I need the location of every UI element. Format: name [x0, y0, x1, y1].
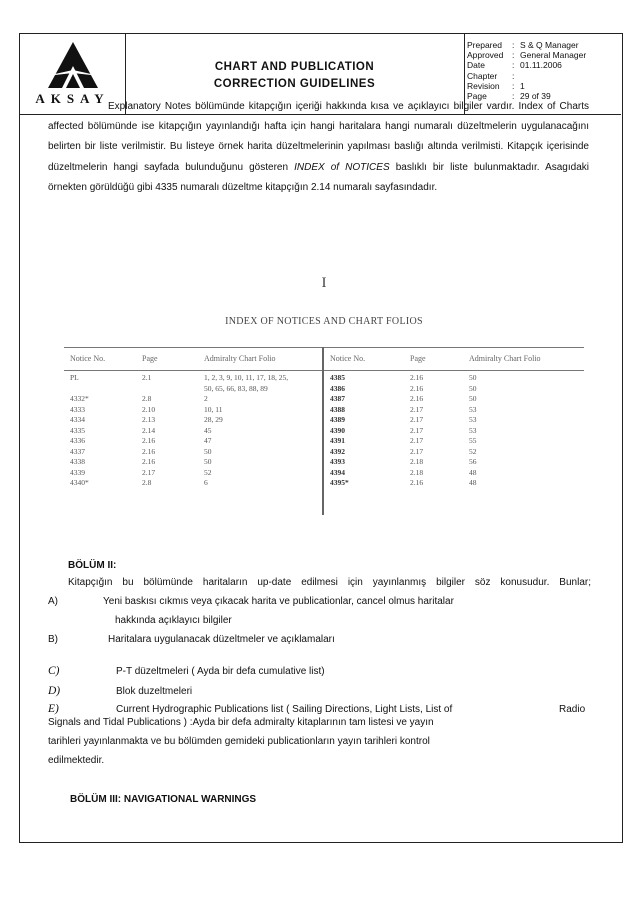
figure-table-cell: 6: [204, 478, 208, 487]
figure-table-row: [64, 394, 584, 405]
figure-table-cell: 2.18: [410, 457, 424, 466]
figure-table-cell: 2.16: [142, 457, 156, 466]
figure-table-cell: 4395*: [330, 478, 349, 487]
meta-label: Chapter: [467, 70, 498, 81]
figure-table-cell: 2: [204, 394, 208, 403]
figure-table-row: [64, 405, 584, 416]
meta-sep: :: [512, 91, 515, 102]
figure-table-cell: 4393: [330, 457, 345, 466]
figure-table-cell: PL: [70, 373, 79, 382]
meta-label: Revision: [467, 80, 500, 91]
meta-sep: :: [512, 80, 515, 91]
figure-table-cell: 2.17: [410, 425, 424, 435]
figure-table-row: [64, 415, 584, 426]
figure-table-cell: 50: [469, 394, 477, 403]
figure-table-row: [64, 457, 584, 468]
figure-table-cell: 52: [469, 446, 477, 456]
figure-table-cell: 50: [204, 457, 212, 466]
figure-table-row: [64, 447, 584, 458]
meta-label: Approved: [467, 50, 504, 61]
paragraph-text: baslıklı bir liste bulunmaktadır. Asagıdaki örnekten görüldüğü gibi 4335 numaralı düzeltme kitapçığın 2.14 numaralı sayfasındadır.: [48, 161, 589, 193]
figure-table-cell: 2.16: [142, 446, 156, 456]
figure-table-cell: 4394: [330, 467, 345, 477]
meta-label: Page: [467, 91, 487, 102]
meta-sep: :: [512, 50, 515, 61]
figure-table-cell: 4332*: [70, 394, 89, 403]
doc-title-line1: CHART AND PUBLICATION: [214, 61, 375, 73]
figure-table-cell: 48: [469, 467, 477, 477]
figure-table-cell: 2.17: [142, 467, 156, 477]
item-d-text: Blok duzeltmeleri: [116, 686, 193, 697]
item-c-text: P-T düzeltmeleri ( Ayda bir defa cumulative list): [116, 666, 325, 677]
section2-title: BÖLÜM II:: [68, 560, 117, 571]
meta-row-approved: [467, 50, 619, 60]
meta-row-chapter: [467, 71, 619, 81]
figure-table-cell: 2.16: [410, 373, 424, 382]
figure-table-cell: 4389: [330, 415, 345, 424]
item-e-text-line2: Signals and Tidal Publications ) :Ayda bir defa admiralty kitaplarının tam listesi ve yayın: [48, 717, 434, 728]
header-cell: Page: [410, 354, 426, 363]
figure-table-cell: 2.18: [410, 467, 424, 477]
meta-row-prepared: [467, 40, 619, 50]
meta-sep: :: [512, 40, 515, 50]
figure-table-cell: 50: [469, 373, 477, 382]
figure-roman-numeral: I: [321, 275, 327, 291]
figure-table-cell: 4388: [330, 404, 345, 414]
figure-table-row: [64, 384, 584, 395]
figure-table-cell: 1, 2, 3, 9, 10, 11, 17, 18, 25,: [204, 373, 289, 382]
figure-table-row: [64, 478, 584, 489]
figure-table-cell: 47: [204, 436, 212, 445]
aksay-logo-icon: [44, 40, 102, 90]
figure-table-cell: 2.16: [142, 436, 156, 445]
figure-table-cell: 4385: [330, 373, 345, 382]
logo-text: AKSAY: [35, 91, 110, 106]
figure-table-row: [64, 468, 584, 479]
figure-title: INDEX OF NOTICES AND CHART FOLIOS: [225, 316, 423, 327]
meta-label: Prepared: [467, 40, 502, 50]
doc-title-line2: CORRECTION GUIDELINES: [213, 78, 376, 90]
meta-sep: :: [512, 70, 515, 81]
figure-table-cell: 2.17: [410, 446, 424, 456]
figure-table-cell: 2.17: [410, 404, 424, 414]
figure-table-cell: 4386: [330, 383, 345, 393]
figure-table-cell: 4390: [330, 425, 345, 435]
meta-value: 1: [520, 80, 525, 91]
figure-table-cell: 50: [204, 446, 212, 456]
meta-row-revision: [467, 81, 619, 91]
figure-table-cell: 53: [469, 404, 477, 414]
figure-table-cell: 4336: [70, 436, 85, 445]
figure-table-cell: 4339: [70, 467, 85, 477]
index-of-notices-figure: [64, 275, 584, 515]
figure-table-cell: 2.17: [410, 436, 424, 445]
figure-table-cell: 2.1: [142, 373, 152, 382]
figure-table-cell: 52: [204, 467, 212, 477]
figure-table-cell: 2.16: [410, 383, 424, 393]
index-of-notices-term: INDEX of NOTICES: [294, 161, 390, 173]
item-b-letter: B): [48, 634, 58, 645]
figure-table-cell: 2.16: [410, 478, 424, 487]
item-d-letter: D): [48, 685, 61, 697]
figure-table-cell: 2.14: [142, 425, 156, 435]
intro-paragraph: [48, 97, 589, 198]
figure-table-cell: 50: [469, 383, 477, 393]
figure-table-cell: 53: [469, 425, 477, 435]
header-cell: Page: [142, 354, 158, 363]
figure-table-row: [64, 436, 584, 447]
item-e-letter: E): [48, 703, 59, 715]
figure-table-header: [64, 347, 584, 371]
figure-table-row: [64, 426, 584, 437]
meta-cell: [467, 40, 619, 101]
figure-table-cell: 4333: [70, 404, 85, 414]
header-cell: Admiralty Chart Folio: [469, 354, 541, 363]
meta-value: S & Q Manager: [520, 40, 579, 50]
figure-table-cell: 4335: [70, 425, 85, 435]
figure-table-cell: 4340*: [70, 478, 89, 487]
item-c-letter: C): [48, 665, 60, 677]
paragraph-text: Explanatory Notes bölümünde kitapçığın içeriği hakkında kısa ve açıklayıcı bilgiler vardır. Index of Charts affected bölümünde ise kitapçığın yayınlandığı hafta için hangi haritalara hangi numaralı düzeltmelerin uygulanacağını belirten bir liste verilmistir. Bu listeye örnek harita düzeltmelerinin yapılması baslığı altında verilmisti. Kitapçık içerisinde düzeltmelerin hangi sayfada bulunduğunu gösteren: [48, 101, 589, 173]
figure-table-cell: 50, 65, 66, 83, 88, 89: [204, 383, 268, 393]
meta-value: 29 of 39: [520, 91, 551, 102]
meta-value: General Manager: [520, 50, 587, 61]
figure-table-cell: 10, 11: [204, 404, 223, 414]
figure-table-cell: 2.10: [142, 404, 156, 414]
header-cell: Admiralty Chart Folio: [204, 354, 276, 363]
figure-table-cell: 4338: [70, 457, 85, 466]
figure-table-cell: 2.17: [410, 415, 424, 424]
item-e-text-line4: edilmektedir.: [48, 755, 105, 766]
meta-label: Date: [467, 60, 485, 71]
figure-table-cell: 28, 29: [204, 415, 223, 424]
item-a-letter: A): [48, 596, 58, 607]
figure-table-cell: 4387: [330, 394, 345, 403]
figure-table-cell: 2.8: [142, 394, 152, 403]
figure-table-cell: 4337: [70, 446, 85, 456]
item-a-text: Yeni baskısı cıkmıs veya çıkacak harita ve publicationlar, cancel olmus haritalar: [103, 596, 454, 607]
header-cell: Notice No.: [70, 354, 106, 363]
figure-table-cell: 2.16: [410, 394, 424, 403]
figure-table-cell: 4392: [330, 446, 345, 456]
meta-row-date: [467, 60, 619, 70]
item-b-text: Haritalara uygulanacak düzeltmeler ve açıklamaları: [108, 634, 335, 645]
item-e-text: Current Hydrographic Publications list ( Sailing Directions, Light Lists, List of: [116, 704, 453, 715]
figure-table-cell: 2.8: [142, 478, 152, 487]
figure-table-row: [64, 373, 584, 384]
figure-table-cell: 53: [469, 415, 477, 424]
item-e-text-end: Radio: [559, 704, 586, 715]
figure-table-cell: 4391: [330, 436, 345, 445]
figure-table-cell: 4334: [70, 415, 85, 424]
figure-table-cell: 48: [469, 478, 477, 487]
figure-table-cell: 45: [204, 425, 212, 435]
item-e-text-line3: tarihleri yayınlanmakta ve bu bölümden gemideki publicationların yayın tarihleri kontrol: [48, 736, 430, 747]
figure-table-cell: 56: [469, 457, 477, 466]
figure-table-cell: 55: [469, 436, 477, 445]
header-cell: Notice No.: [330, 354, 366, 363]
figure-table-cell: 2.13: [142, 415, 156, 424]
item-a-text-cont: hakkında açıklayıcı bilgiler: [115, 615, 232, 626]
meta-value: 01.11.2006: [520, 60, 562, 71]
meta-sep: :: [512, 60, 515, 71]
section3-title: BÖLÜM III: NAVIGATIONAL WARNINGS: [70, 794, 257, 805]
section2-intro: Kitapçığın bu bölümünde haritaların up-date edilmesi için yayınlanmış bilgiler söz konusudur. Bunlar;: [68, 577, 591, 588]
